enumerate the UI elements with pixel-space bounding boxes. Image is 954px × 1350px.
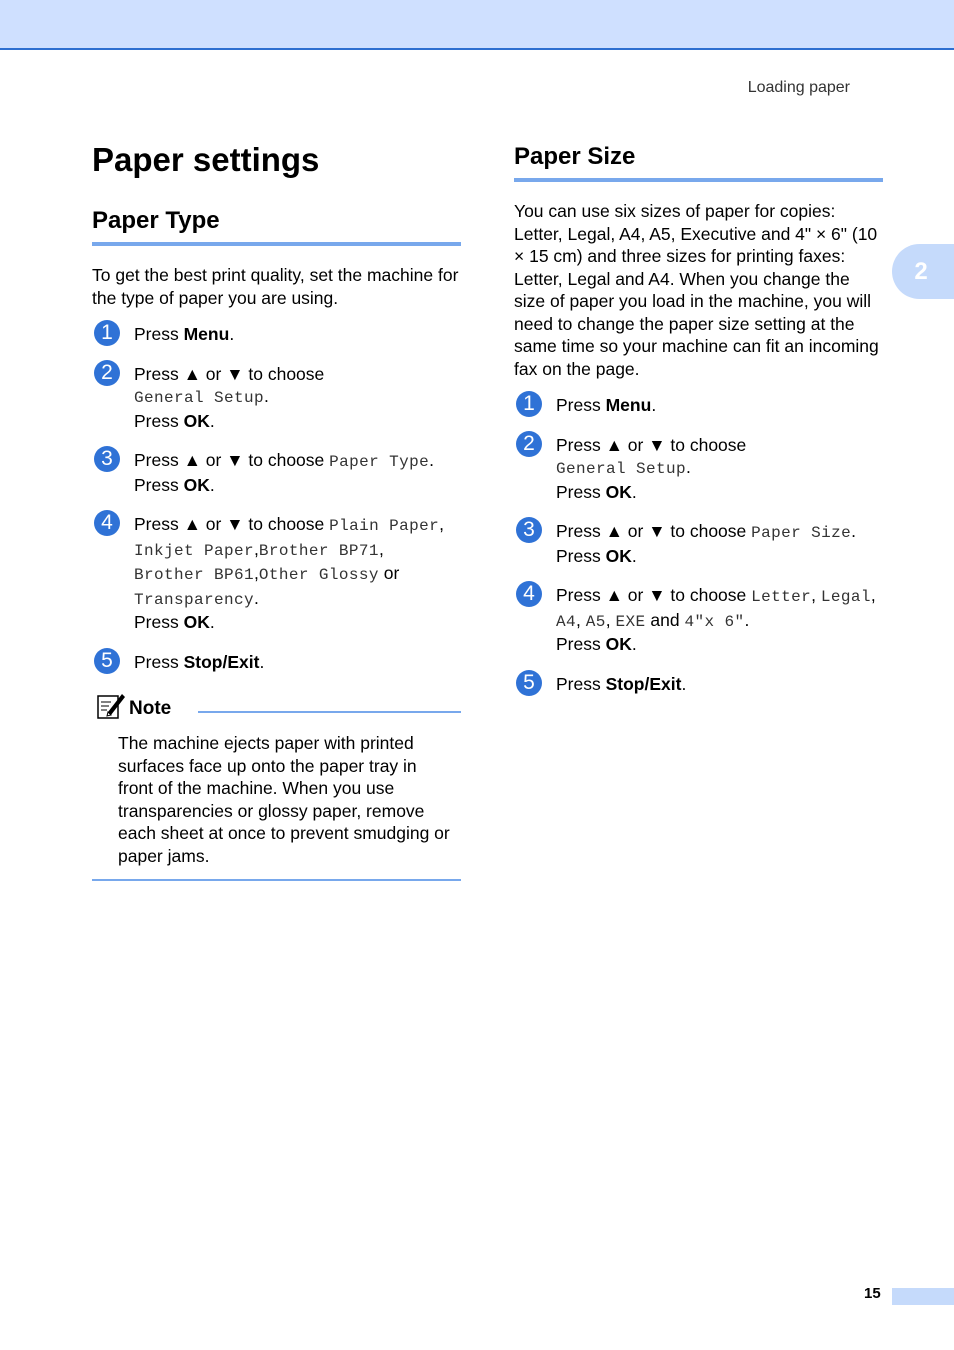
step-text: , <box>254 563 259 583</box>
step-text: . <box>631 634 637 654</box>
step-text: . <box>651 395 657 415</box>
menu-option: Plain Paper <box>329 517 440 535</box>
step-text: Press ▲ or ▼ to choose <box>556 521 752 541</box>
paper-type-steps <box>92 323 461 673</box>
note-box <box>92 690 461 881</box>
menu-option: Legal <box>820 588 871 606</box>
step-text: , <box>576 609 586 630</box>
step-3 <box>514 520 883 567</box>
button-name-ok: OK <box>605 545 632 566</box>
step-number: 2 <box>516 431 542 457</box>
step-text: Press <box>134 612 184 632</box>
step-1 <box>514 394 883 417</box>
step-text: Press ▲ or ▼ to choose <box>134 450 330 470</box>
step-text: Press <box>134 324 184 344</box>
menu-option: General Setup <box>134 389 265 407</box>
step-text: , <box>870 585 876 605</box>
section-title-paper-size: Paper Size <box>514 142 883 182</box>
paper-size-steps <box>514 394 883 695</box>
menu-option: Transparency <box>134 590 255 609</box>
step-text: . <box>851 521 857 541</box>
step-number: 5 <box>94 648 120 674</box>
paper-size-intro: You can use six sizes of paper for copies: Letter, Legal, A4, A5, Executive and 4" × 6" (10 × 15 cm) and three sizes for printing faxes: Letter, Legal and A4. When you change the size of paper you load in the machine, you will need to change the paper size setting at the same time so your machine can fit an incoming fax on the page. <box>514 201 879 379</box>
page-number: 15 <box>864 1285 881 1302</box>
button-name-menu: Menu <box>605 395 652 415</box>
menu-option: 4"x 6" <box>684 612 745 631</box>
note-label: Note <box>129 698 172 719</box>
step-text: . <box>259 651 265 672</box>
step-text: Press ▲ or ▼ to choose <box>556 434 747 455</box>
step-number: 2 <box>94 360 120 386</box>
step-4 <box>92 513 461 634</box>
note-rule <box>198 711 461 713</box>
step-text: or <box>378 563 400 583</box>
step-text: , <box>605 609 616 630</box>
step-text: Press <box>134 651 184 672</box>
note-header <box>92 690 461 724</box>
step-2 <box>514 431 883 504</box>
step-text: . <box>681 673 687 694</box>
page-title: Paper settings <box>92 141 320 178</box>
paper-type-intro: To get the best print quality, set the machine for the type of paper you are using. <box>92 265 459 308</box>
button-name-stop-exit: Stop/Exit <box>605 673 682 694</box>
menu-option: Paper Type <box>329 453 430 471</box>
step-text: Press <box>134 410 184 431</box>
step-text: . <box>209 474 215 495</box>
step-text: . <box>429 450 435 470</box>
menu-option: A5 <box>585 612 606 631</box>
button-name-ok: OK <box>605 481 632 502</box>
step-text: Press ▲ or ▼ to choose <box>134 363 325 384</box>
step-text: Press <box>556 545 606 566</box>
step-text: , <box>811 585 821 605</box>
button-name-ok: OK <box>183 410 210 431</box>
menu-option: Letter <box>751 588 812 606</box>
step-text: . <box>744 609 750 630</box>
menu-option: Inkjet Paper <box>134 541 255 560</box>
menu-option: Brother BP61 <box>134 566 255 584</box>
step-number: 4 <box>516 581 542 607</box>
step-text: . <box>229 324 235 344</box>
step-text: Press <box>556 481 606 502</box>
step-2 <box>92 360 461 433</box>
step-text: , <box>439 514 445 534</box>
step-text: Press ▲ or ▼ to choose <box>134 514 330 534</box>
menu-option: Other Glossy <box>258 566 379 584</box>
step-text: . <box>686 457 691 477</box>
step-text: and <box>645 609 685 630</box>
note-pencil-icon <box>96 690 126 720</box>
step-number: 3 <box>516 517 542 543</box>
step-text: . <box>254 587 259 608</box>
button-name-stop-exit: Stop/Exit <box>183 651 260 672</box>
button-name-ok: OK <box>183 612 210 632</box>
step-text: . <box>209 410 215 431</box>
section-title-paper-type: Paper Type <box>92 206 461 246</box>
step-text: . <box>631 481 637 502</box>
step-5 <box>514 670 883 696</box>
step-number: 3 <box>94 446 120 472</box>
page-number-bar <box>892 1288 954 1305</box>
button-name-ok: OK <box>605 634 632 654</box>
menu-option: A4 <box>556 612 577 631</box>
step-number: 4 <box>94 510 120 536</box>
step-text: . <box>631 545 637 566</box>
running-head: Loading paper <box>747 79 850 96</box>
step-text: , <box>254 538 259 559</box>
step-text: Press <box>556 673 606 694</box>
right-column <box>514 142 883 712</box>
step-3 <box>92 449 461 496</box>
note-text: The machine ejects paper with printed surfaces face up onto the paper tray in front of the machine. When you use transparencies or glossy paper, remove each sheet at once to prevent smudging or paper jams. <box>92 724 461 881</box>
step-1 <box>92 323 461 346</box>
step-text: Press <box>556 634 606 654</box>
step-text: Press ▲ or ▼ to choose <box>556 585 752 605</box>
step-4 <box>514 584 883 656</box>
header-band <box>0 0 954 50</box>
step-number: 1 <box>516 391 542 417</box>
button-name-menu: Menu <box>183 324 230 344</box>
step-5 <box>92 648 461 674</box>
button-name-ok: OK <box>183 474 210 495</box>
menu-option: Paper Size <box>751 524 852 542</box>
step-text: . <box>209 612 215 632</box>
menu-option: General Setup <box>556 460 687 478</box>
step-number: 1 <box>94 320 120 346</box>
chapter-tab: 2 <box>892 244 954 299</box>
left-column <box>92 140 461 881</box>
step-text: , <box>378 538 384 559</box>
step-text: Press <box>134 474 184 495</box>
step-text: Press <box>556 395 606 415</box>
menu-option: Brother BP71 <box>258 541 379 560</box>
menu-option: EXE <box>615 612 646 631</box>
step-number: 5 <box>516 670 542 696</box>
step-text: . <box>264 386 269 406</box>
